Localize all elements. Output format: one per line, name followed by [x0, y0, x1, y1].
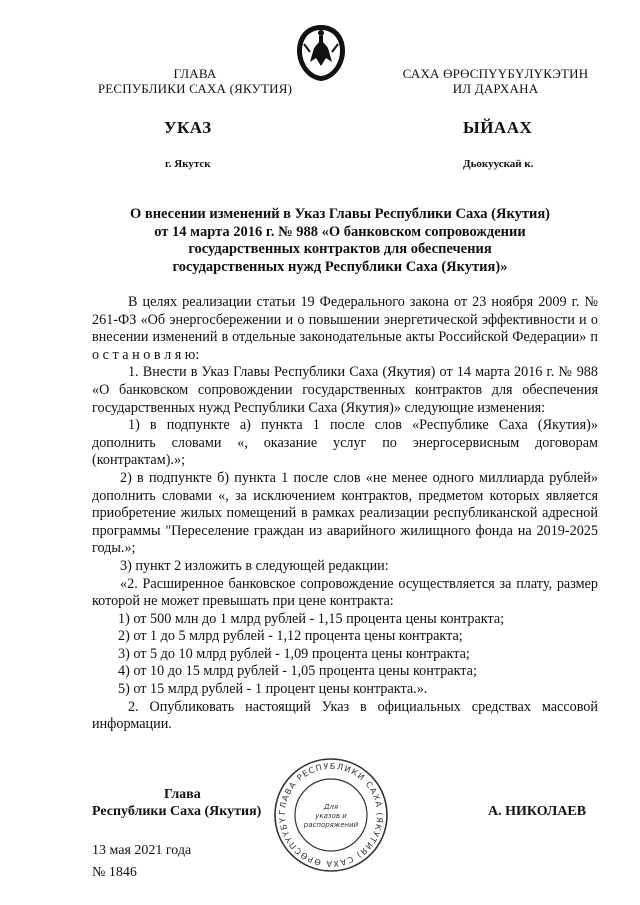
- quote-intro-paragraph: «2. Расширенное банковское сопровождение осуществляется за плату, размер которой не может превышать при цене контракта:: [92, 575, 598, 610]
- doc-type-sakha: ЫЙААХ: [463, 118, 533, 137]
- doc-type-ru: УКАЗ: [164, 118, 212, 137]
- signature-position: [92, 786, 261, 820]
- header-left-line1: ГЛАВА: [173, 66, 217, 81]
- title-line: О внесении изменений в Указ Главы Республики Саха (Якутия): [129, 206, 551, 222]
- city-ru: г. Якутск: [165, 158, 211, 170]
- city-sakha: Дьокуускай к.: [463, 158, 534, 170]
- preamble-paragraph: В целях реализации статьи 19 Федерального закона от 23 ноября 2009 г. № 261-ФЗ «Об энергосбережении и о повышении энергетической эффективности и о внесении изменений в отдельные законодательные акты Российской Федерации» п о с т а н о в л я ю:: [92, 294, 598, 363]
- header-right-line1: САХА ӨРӨСПҮҮБҮЛҮКЭТИН: [402, 66, 589, 81]
- document-date: 13 мая 2021 года: [92, 843, 192, 858]
- signature-position-line2: Республики Саха (Якутия): [92, 804, 262, 819]
- document-footer: [92, 840, 191, 884]
- seal-stamp-icon: [272, 756, 390, 874]
- fee-tier-item: 1) от 500 млн до 1 млрд рублей - 1,15 процента цены контракта;: [118, 610, 505, 627]
- seal-center-line2: указов и: [315, 812, 347, 820]
- fee-tier-item: 4) от 10 до 15 млрд рублей - 1,05 процента цены контракта;: [118, 663, 477, 680]
- title-line: государственных нужд Республики Саха (Якутия)»: [172, 258, 508, 275]
- signature-position-line1: Глава: [164, 787, 201, 802]
- header-right: [378, 66, 613, 96]
- subitem-3-paragraph: 3) пункт 2 изложить в следующей редакции:: [120, 557, 389, 574]
- header-left: [70, 66, 320, 96]
- fee-tier-item: 2) от 1 до 5 млрд рублей - 1,12 процента цены контракта;: [118, 628, 463, 645]
- document-body: [92, 294, 598, 734]
- signatory-name: А. НИКОЛАЕВ: [488, 804, 587, 819]
- document-title: [60, 206, 620, 276]
- header-left-line2: РЕСПУБЛИКИ САХА (ЯКУТИЯ): [97, 81, 293, 96]
- title-line: государственных контрактов для обеспечения: [188, 241, 492, 257]
- document-number: № 1846: [92, 865, 137, 880]
- item-2-paragraph: 2. Опубликовать настоящий Указ в официальных средствах массовой информации.: [92, 698, 598, 733]
- fee-tier-list: [92, 611, 598, 699]
- seal-ring-text: ГЛАВА РЕСПУБЛИКИ САХА (ЯКУТИЯ) САХА ӨРӨСПҮҮБҮ: [276, 760, 386, 870]
- fee-tier-item: 3) от 5 до 10 млрд рублей - 1,09 процента цены контракта;: [118, 645, 470, 662]
- subitem-2-paragraph: 2) в подпункте б) пункта 1 после слов «не менее одного миллиарда рублей» дополнить словами «, за исключением контрактов, предметом которых является приобретение жилых помещений в рамках реализации республиканской адресной программы "Переселение граждан из аварийного жилищного фонда на 2019-2025 годы.»;: [92, 469, 598, 557]
- subitem-1-paragraph: 1) в подпункте а) пункта 1 после слов «Республике Саха (Якутия)» дополнить словами «, оказание услуг по энергосервисным договорам (контрактам).»;: [92, 417, 598, 469]
- seal-center-line1: Для: [323, 803, 339, 811]
- title-line: от 14 марта 2016 г. № 988 «О банковском сопровождении: [154, 223, 526, 240]
- seal-center-line3: распоряжений: [303, 821, 359, 829]
- header-right-line2: ИЛ ДАРХАНА: [452, 81, 539, 96]
- fee-tier-item: 5) от 15 млрд рублей - 1 процент цены контракта.».: [118, 681, 428, 698]
- official-seal: [272, 756, 390, 874]
- item-1-paragraph: 1. Внести в Указ Главы Республики Саха (Якутия) от 14 марта 2016 г. № 988 «О банковском сопровождении государственных контрактов для обеспечения государственных нужд Республики Саха (Якутия)» следующие изменения:: [92, 364, 598, 416]
